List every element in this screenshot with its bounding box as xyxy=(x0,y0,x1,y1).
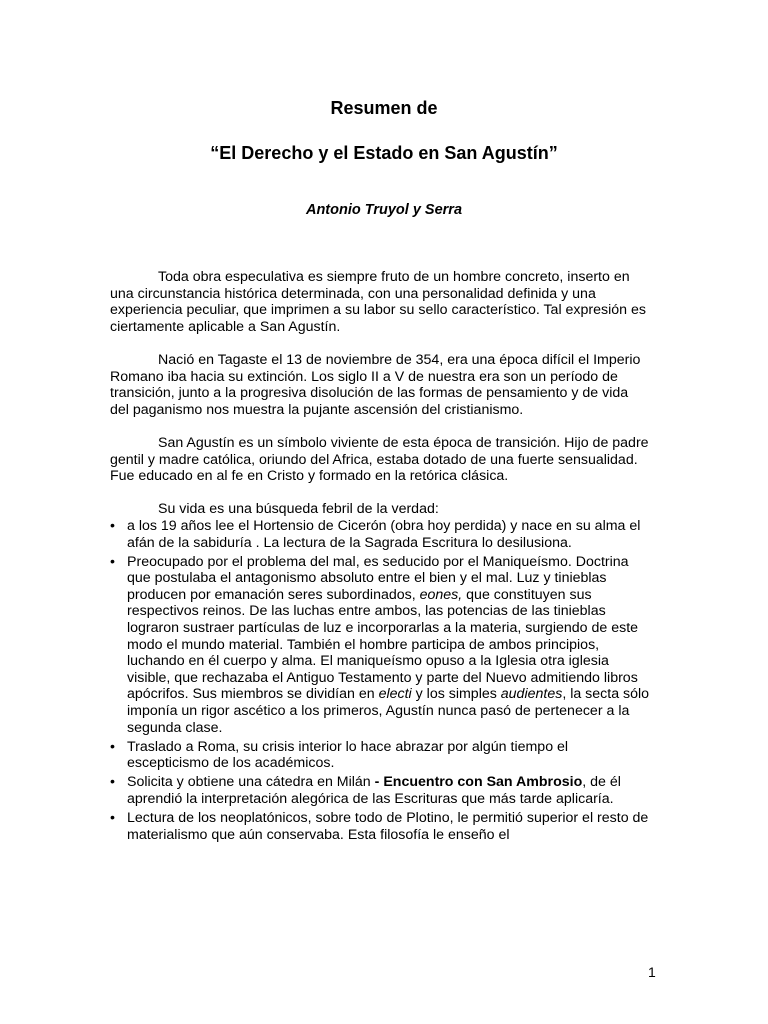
term-eones: eones, xyxy=(419,586,463,603)
bullet-icon: • xyxy=(110,553,115,570)
author-name: Antonio Truyol y Serra xyxy=(305,202,463,218)
list-item xyxy=(110,774,650,807)
paragraph-intro: Toda obra especulativa es siempre fruto de un hombre concreto, inserto en una circunstancia histórica determinada, con una personalidad definida y una experiencia peculiar, que imprimen a su labor su sello característico. Tal expresión es ciertamente aplicable a San Agustín. xyxy=(110,269,646,335)
term-electi: electi xyxy=(378,686,412,703)
bullet-text: a los 19 años lee el Hortensio de Cicerón (obra hoy perdida) y nace en su alma el afán de la sabiduría . La lectura de la Sagrada Escritura lo desilusiona. xyxy=(127,517,641,551)
term-audientes: audientes xyxy=(500,686,563,703)
highlight-encuentro: - Encuentro con San Ambrosio xyxy=(374,774,583,791)
bullet-text: Preocupado por el problema del mal, es seducido por el Maniqueísmo. Doctrina que postulaba el antagonismo absoluto entre el bien y el mal. Luz y tinieblas producen por emanación seres subordinados, eones, que constituyen sus respectivos reinos. De las luchas entre ambos, las potencias de las tinieblas lograron sustraer partículas de luz e incorporarlas a la materia, surgiendo de este modo el mundo material. También el hombre participa de ambos principios, luchando en él cuerpo y alma. El maniqueísmo opuso a la Iglesia otra iglesia visible, que rechazaba el Antiguo Testamento y parte del Nuevo admitiendo libros apócrifos. Sus miembros se dividían en electi y los simples audientes, la secta sólo imponía un rigor ascético a los primeros, Agustín nunca pasó de pertenecer a la segunda clase. xyxy=(127,553,650,736)
bullet-list xyxy=(110,518,650,843)
bullet-text: Lectura de los neoplatónicos, sobre todo de Plotino, le permitió superior el resto de materialismo que aún conservaba. Esta filosofía le enseño el xyxy=(127,810,649,843)
paragraph-search-lead: Su vida es una búsqueda febril de la verdad: xyxy=(158,501,439,518)
list-item xyxy=(110,518,650,551)
list-item xyxy=(110,554,650,737)
bullet-icon: • xyxy=(110,774,115,791)
bullet-icon: • xyxy=(110,810,115,826)
document-body xyxy=(110,269,650,846)
bullet-icon: • xyxy=(110,517,115,534)
bullet-icon: • xyxy=(110,738,115,755)
paragraph-symbol: San Agustín es un símbolo viviente de esta época de transición. Hijo de padre gentil y madre católica, oriundo del Africa, estaba dotado de una fuerte sensualidad. Fue educado en al fe en Cristo y formado en la retórica clásica. xyxy=(110,434,649,485)
list-item xyxy=(110,739,650,772)
document-title-line1: Resumen de xyxy=(330,98,438,118)
list-item xyxy=(110,810,650,843)
bullet-text: Solicita y obtiene una cátedra en Milán - Encuentro con San Ambrosio, de él aprendió la interpretación alegórica de las Escrituras que más tarde aplicaría. xyxy=(127,774,621,807)
document-title-line2: “El Derecho y el Estado en San Agustín” xyxy=(210,143,558,163)
page-number: 1 xyxy=(648,964,656,980)
bullet-text: Traslado a Roma, su crisis interior lo hace abrazar por algún tiempo el escepticismo de los académicos. xyxy=(127,738,569,772)
paragraph-birth: Nació en Tagaste el 13 de noviembre de 354, era una época difícil el Imperio Romano iba hacia su extinción. Los siglo II a V de nuestra era son un período de transición, junto a la progresiva disolución de las formas de pensamiento y de vida del paganismo nos muestra la pujante ascensión del cristianismo. xyxy=(110,351,641,418)
